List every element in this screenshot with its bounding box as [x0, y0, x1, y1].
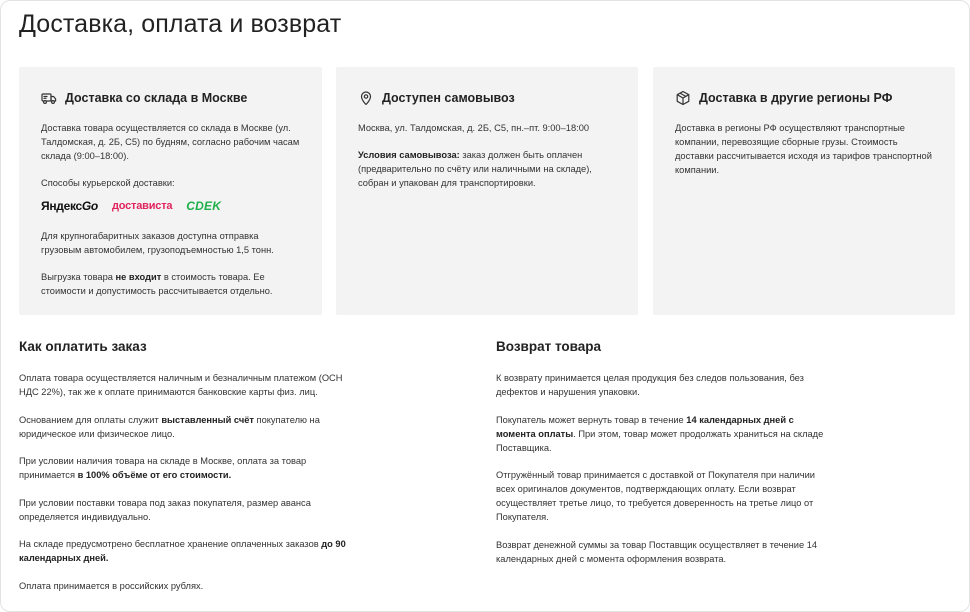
card-title: Доставка в другие регионы РФ	[699, 91, 893, 105]
payment-methods-text: Оплата товара осуществляется наличным и безналичным платежом (ОСН НДС 22%), так же к оплате принимаются банковские карты физ. лиц.	[19, 373, 343, 397]
card-header	[675, 91, 933, 105]
courier-label: Способы курьерской доставки:	[41, 178, 175, 188]
payment-basis-text: Основанием для оплаты служит выставленный счёт покупателю на юридическое или физическое лицо.	[19, 414, 320, 439]
returns-period-text: Покупатель может вернуть товар в течение 14 календарных дней с момента оплаты. При этом, товар может продолжать храниться на складе Поставщика.	[496, 414, 824, 453]
cdek-logo: СDEK	[186, 199, 222, 213]
returns-refund-text: Возврат денежной суммы за товар Поставщик осуществляет в течение 14 календарных дней с момента оформления возврата.	[496, 539, 818, 564]
truck-icon	[41, 90, 57, 106]
card-header	[358, 91, 616, 105]
payment-heading: Как оплатить заказ	[19, 339, 147, 354]
dostavista-logo: достависта	[111, 200, 173, 212]
payment-stock-text: При условии наличия товара на складе в Москве, оплата за товар принимается в 100% объёме от его стоимости.	[19, 456, 307, 480]
pickup-conditions-text: Условия самовывоза: заказ должен быть оплачен (предварительно по счёту или наличными на складе), собран и упакован для транспортировки.	[358, 150, 592, 188]
large-orders-text: Для крупногабаритных заказов доступна отправка грузовым автомобилем, грузоподъемностью 1,5 тонн.	[41, 231, 274, 255]
pickup-address-text: Москва, ул. Талдомская, д. 2Б, С5, пн.–пт. 9:00–18:00	[358, 123, 590, 133]
card-header	[41, 91, 300, 105]
returns-documents-text: Отгружённый товар принимается с доставкой от Покупателя при наличии всех оригиналов документов, подтверждающих оплату. Если возврат осуществляет третье лицо, то требуется доверенность на третье лицо от Покупателя.	[496, 470, 815, 522]
yandex-go-logo: ЯндексGo	[41, 199, 98, 213]
payment-advance-text: При условии поставки товара под заказ покупателя, размер аванса определяется индивидуально.	[19, 497, 311, 522]
moscow-schedule-text: Доставка товара осуществляется со склада в Москве (ул. Талдомская, д. 2Б, С5) по будням, согласно рабочим часам склада (9:00–18:00).	[41, 123, 300, 161]
card-title: Доступен самовывоз	[382, 91, 515, 105]
location-pin-icon	[358, 90, 374, 106]
regions-text: Доставка в регионы РФ осуществляют транспортные компании, перевозящие сборные грузы. Стоимость доставки рассчитывается исходя из тарифов транспортной компании.	[675, 123, 932, 175]
moscow-delivery-card	[19, 67, 322, 315]
unloading-text: Выгрузка товара не входит в стоимость товара. Ее стоимости и допустимость рассчитывается отдельно.	[41, 272, 273, 296]
returns-heading: Возврат товара	[496, 339, 602, 354]
pickup-card	[336, 67, 638, 315]
courier-logos	[41, 197, 300, 215]
returns-condition-text: К возврату принимается целая продукция без следов пользования, без дефектов и нарушения упаковки.	[496, 373, 804, 397]
payment-storage-text: На складе предусмотрено бесплатное хранение оплаченных заказов до 90 календарных дней.	[19, 539, 346, 563]
returns-section	[496, 339, 826, 579]
regions-delivery-card	[653, 67, 955, 315]
package-box-icon	[675, 90, 691, 106]
payment-currency-text: Оплата принимается в российских рублях.	[19, 580, 204, 591]
payment-section	[19, 339, 349, 606]
card-title: Доставка со склада в Москве	[65, 91, 248, 105]
page-title: Доставка, оплата и возврат	[19, 10, 342, 38]
